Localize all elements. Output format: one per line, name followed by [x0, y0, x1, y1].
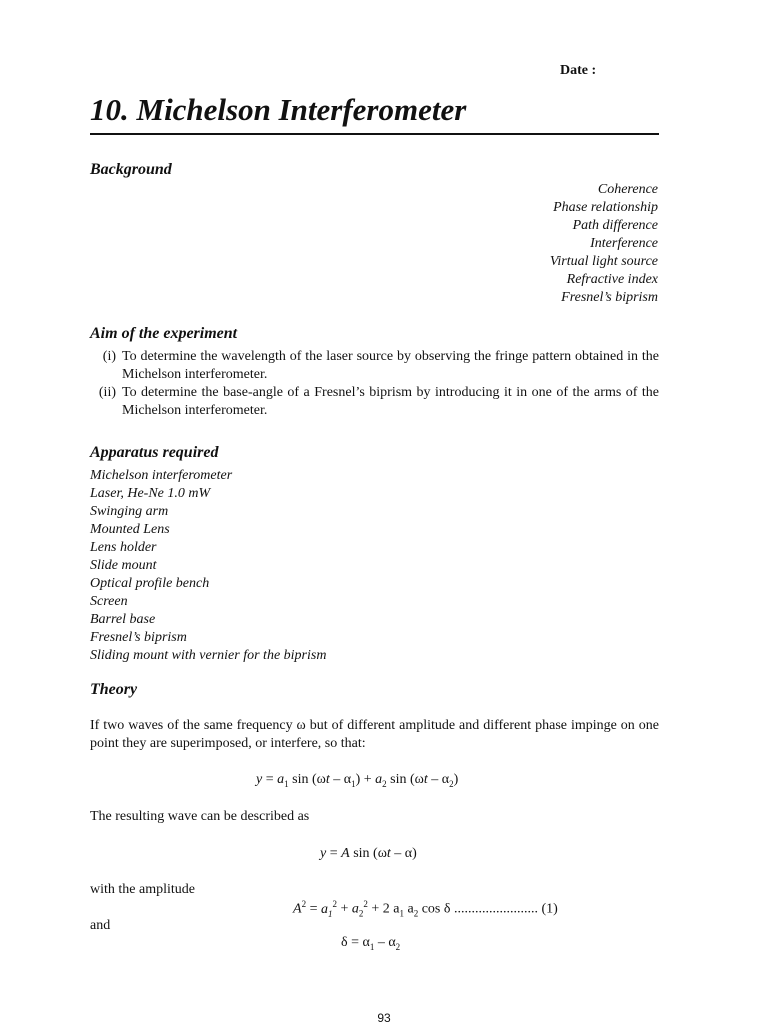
apparatus-item: Swinging arm — [90, 504, 169, 519]
apparatus-item: Sliding mount with vernier for the biprism — [90, 648, 327, 663]
amplitude-equation: $A^2 = a_1^2 + a_2^2 + 2$ $a_1$ $a_2$ cos δ ........................ (1) — [293, 899, 558, 919]
keyword-item: Path difference — [572, 218, 658, 233]
aim-item-text: To determine the wavelength of the laser source by observing the fringe pattern obtained in the Michelson interferometer. — [122, 349, 659, 382]
apparatus-list — [90, 467, 326, 665]
theory-paragraph: and — [90, 918, 111, 933]
keyword-item: Virtual light source — [549, 254, 658, 269]
resulting-wave-equation: y = A sin (ωt – α) — [320, 846, 417, 861]
aim-item-text: To determine the base-angle of a Fresnel’s biprism by introducing it in one of the arms of the Michelson interferometer. — [122, 385, 659, 418]
theory-paragraph: with the amplitude — [90, 882, 195, 897]
apparatus-item: Slide mount — [90, 558, 157, 573]
superposition-equation: $y = a_1$ $\sin (\omega t - \alpha_1) + a_2$ $\sin (\omega t - \alpha_2)$ — [256, 772, 459, 789]
aim-list — [90, 348, 659, 420]
phase-difference-equation: $\delta = \alpha_1 - \alpha_2$ — [341, 935, 401, 952]
apparatus-item: Mounted Lens — [90, 522, 170, 537]
keyword-item: Interference — [590, 236, 658, 251]
keyword-item: Phase relationship — [553, 200, 658, 215]
apparatus-heading: Apparatus required — [90, 444, 219, 461]
aim-item-number: (i) — [102, 349, 116, 364]
aim-item — [90, 384, 659, 420]
page-number: 93 — [377, 1011, 391, 1025]
background-heading: Background — [90, 161, 172, 178]
apparatus-item: Screen — [90, 594, 128, 609]
apparatus-item: Michelson interferometer — [90, 468, 233, 483]
keyword-item: Fresnel’s biprism — [561, 290, 658, 305]
title-rule — [90, 133, 659, 135]
apparatus-item: Barrel base — [90, 612, 156, 627]
apparatus-item: Fresnel’s biprism — [90, 630, 187, 645]
aim-item — [90, 348, 659, 384]
equation-number: (1) — [541, 901, 558, 917]
theory-paragraph: The resulting wave can be described as — [90, 809, 310, 824]
keyword-item: Coherence — [597, 182, 658, 197]
apparatus-item: Laser, He-Ne 1.0 mW — [90, 486, 211, 501]
keyword-item: Refractive index — [566, 272, 658, 287]
aim-heading: Aim of the experiment — [90, 325, 238, 342]
theory-heading: Theory — [90, 681, 138, 698]
theory-paragraph: If two waves of the same frequency ω but of different amplitude and different phase impinge on one point they are superimposed, or interfere, so that: — [90, 718, 659, 751]
date-label: Date : — [560, 63, 597, 78]
page-title: 10. Michelson Interferometer — [90, 92, 467, 127]
apparatus-item: Optical profile bench — [90, 576, 210, 591]
apparatus-item: Lens holder — [90, 540, 157, 555]
keyword-list — [550, 181, 658, 307]
aim-item-number: (ii) — [98, 385, 116, 400]
